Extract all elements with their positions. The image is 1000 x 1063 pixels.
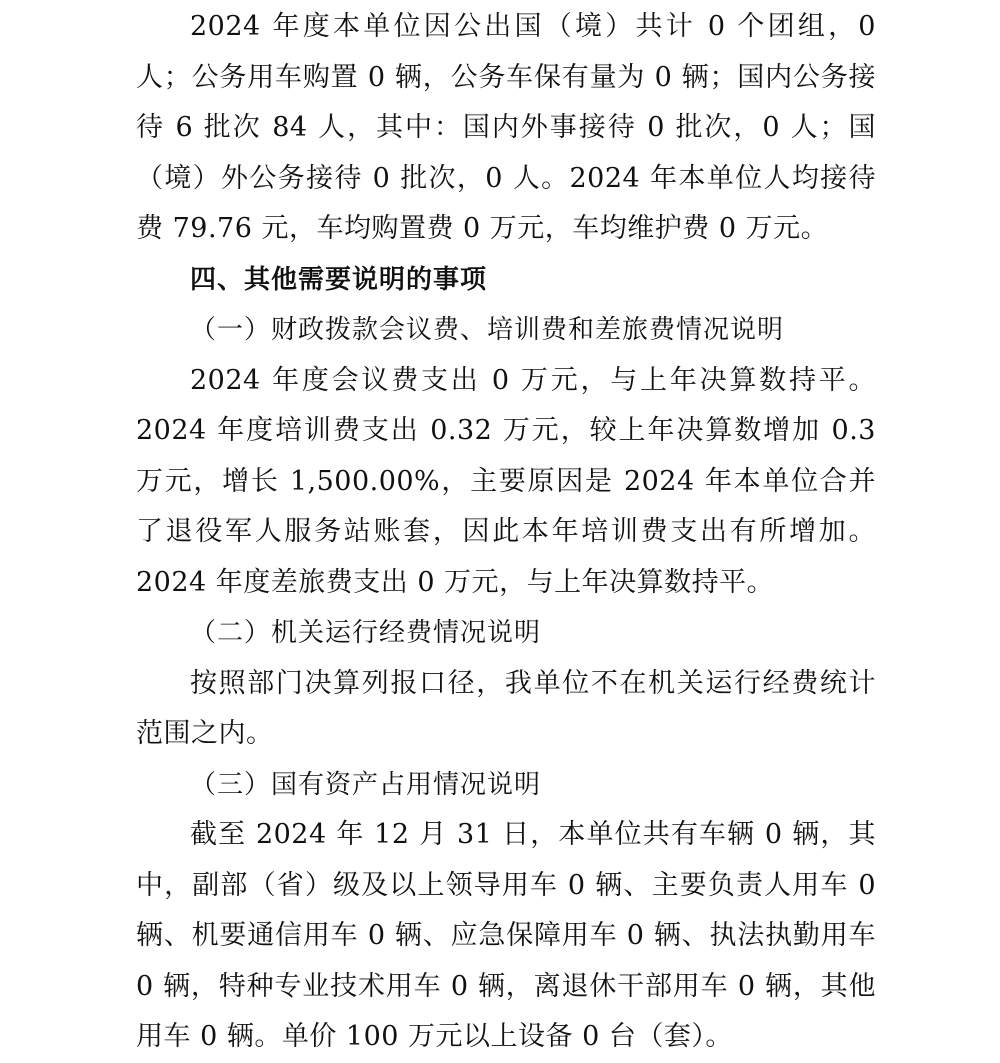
subheading-operating-expenses: （二）机关运行经费情况说明 <box>190 618 542 648</box>
document-page <box>136 0 876 1063</box>
subheading-meeting-training-travel: （一）财政拨款会议费、培训费和差旅费情况说明 <box>190 315 785 345</box>
paragraph-overseas-reception: 2024 年度本单位因公出国（境）共计 0 个团组，0 人；公务用车购置 0 辆，公务车保有量为 0 辆；国内公务接待 6 批次 84 人，其中：国内外事接待 0 批次，0 人；国（境）外公务接待 0 批次，0 人。2024 年本单位人均接待费 79.76 元，车均购置费 0 万元，车均维护费 0 万元。 <box>136 11 876 244</box>
section-heading-other-matters: 四、其他需要说明的事项 <box>190 264 488 295</box>
paragraph-operating-expenses: 按照部门决算列报口径，我单位不在机关运行经费统计范围之内。 <box>136 667 876 749</box>
paragraph-meeting-training-travel: 2024 年度会议费支出 0 万元，与上年决算数持平。2024 年度培训费支出 0.32 万元，较上年决算数增加 0.3 万元，增长 1,500.00%，主要原因是 2024 年本单位合并了退役军人服务站账套，因此本年培训费支出有所增加。2024 年度差旅费支出 0 万元，与上年决算数持平。 <box>136 364 876 598</box>
paragraph-state-assets: 截至 2024 年 12 月 31 日，本单位共有车辆 0 辆，其中，副部（省）级及以上领导用车 0 辆、主要负责人用车 0 辆、机要通信用车 0 辆、应急保障用车 0 辆、执法执勤用车 0 辆，特种专业技术用车 0 辆，离退休干部用车 0 辆，其他用车 0 辆。单价 100 万元以上设备 0 台（套）。 <box>136 819 876 1052</box>
subheading-state-assets: （三）国有资产占用情况说明 <box>190 769 542 800</box>
